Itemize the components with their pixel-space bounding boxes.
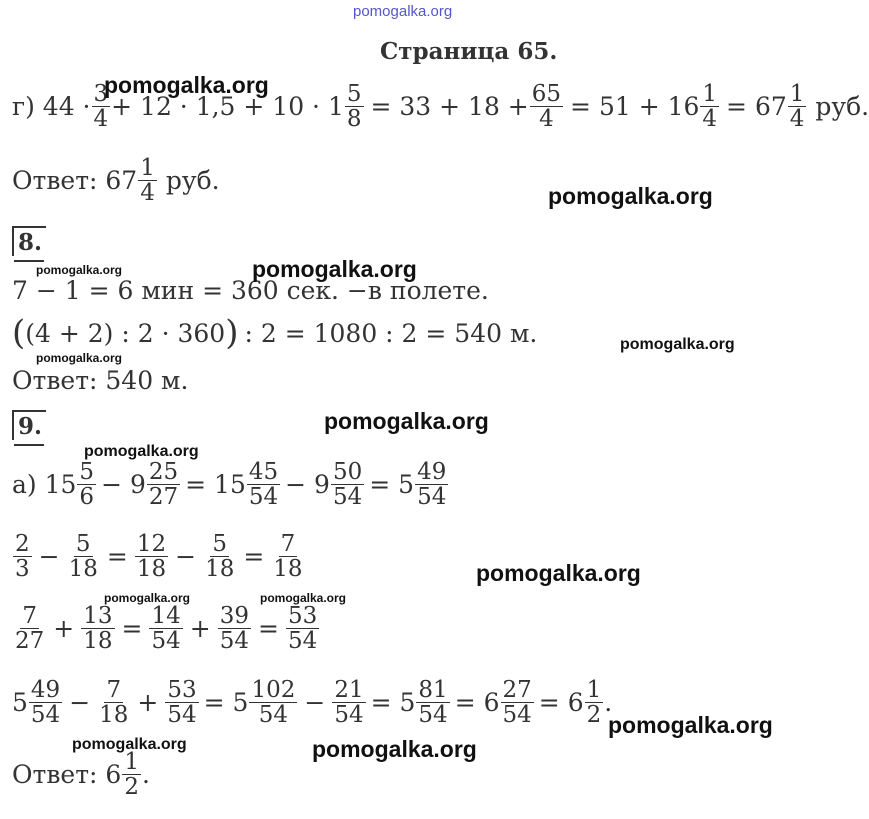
- task9-line-d: [12, 678, 612, 727]
- fraction: $\frac{12}{18}$: [136, 531, 167, 583]
- fraction: $\frac{14}{54}$: [151, 603, 181, 655]
- text: − 9: [285, 470, 330, 500]
- fraction: $\frac{49}{54}$: [417, 459, 447, 511]
- watermark: pomogalka.org: [84, 443, 199, 460]
- watermark: pomogalka.org: [252, 256, 417, 282]
- fraction: $\frac{5}{6}$: [79, 459, 95, 511]
- text: = 5: [370, 688, 416, 718]
- task9-line-b: [12, 532, 306, 581]
- operator: =: [257, 614, 279, 644]
- text: = 33 + 18 +: [370, 92, 529, 122]
- task9-line-a: [12, 460, 449, 509]
- watermark: pomogalka.org: [324, 408, 489, 434]
- answer-g: [12, 156, 220, 205]
- text: = 5: [369, 470, 415, 500]
- text: = 6: [454, 688, 500, 718]
- answer-text: Ответ: 67: [12, 166, 138, 196]
- watermark: pomogalka.org: [548, 183, 713, 209]
- fraction: $\frac{27}{54}$: [502, 677, 532, 729]
- paren: ): [225, 313, 239, 353]
- fraction: $\frac{1}{4}$: [702, 81, 718, 133]
- paren: (: [12, 313, 26, 353]
- fraction: $\frac{49}{54}$: [30, 677, 61, 729]
- watermark: pomogalka.org: [72, 736, 187, 753]
- text: = 51 + 16: [570, 92, 700, 122]
- fraction: $\frac{5}{18}$: [205, 531, 235, 583]
- operator: =: [121, 614, 143, 644]
- fraction: $\frac{1}{4}$: [140, 155, 155, 207]
- fraction: $\frac{102}{54}$: [251, 677, 296, 729]
- watermark: pomogalka.org: [608, 712, 773, 738]
- text: = 15: [185, 470, 246, 500]
- fraction: $\frac{1}{2}$: [586, 677, 602, 729]
- operator: −: [304, 688, 326, 718]
- watermark: pomogalka.org: [36, 263, 123, 277]
- task9-answer: [12, 750, 150, 799]
- task-number-8: 8.: [12, 226, 46, 256]
- fraction: $\frac{5}{8}$: [346, 81, 362, 133]
- answer-text: Ответ: 6: [12, 760, 122, 790]
- fraction: $\frac{25}{27}$: [148, 459, 179, 511]
- fraction: $\frac{2}{3}$: [15, 531, 30, 583]
- task8-line1: 7 − 1 = 6 мин = 360 сек. −в полете.: [12, 276, 489, 305]
- fraction: $\frac{45}{54}$: [248, 459, 279, 511]
- operator: −: [175, 542, 197, 572]
- fraction: $\frac{13}{18}$: [83, 603, 113, 655]
- fraction: $\frac{65}{4}$: [531, 81, 562, 133]
- text: г) 44 ·: [12, 92, 91, 122]
- fraction: $\frac{39}{54}$: [219, 603, 249, 655]
- fraction: $\frac{7}{18}$: [99, 677, 129, 729]
- task8-answer: Ответ: 540 м.: [12, 366, 189, 395]
- fraction: $\frac{50}{54}$: [332, 459, 363, 511]
- operator: +: [189, 614, 211, 644]
- text: а) 15: [12, 470, 77, 500]
- operator: −: [38, 542, 60, 572]
- watermark: pomogalka.org: [104, 591, 191, 605]
- text: руб.: [815, 92, 869, 122]
- fraction: $\frac{81}{54}$: [418, 677, 448, 729]
- text: (4 + 2) : 2 · 360: [25, 318, 226, 348]
- site-header[interactable]: pomogalka.org: [353, 3, 453, 20]
- fraction: $\frac{53}{54}$: [287, 603, 318, 655]
- operator: +: [53, 614, 75, 644]
- fraction: $\frac{1}{2}$: [124, 749, 139, 801]
- fraction: $\frac{21}{54}$: [334, 677, 364, 729]
- watermark: pomogalka.org: [312, 736, 477, 762]
- fraction: $\frac{5}{18}$: [68, 531, 98, 583]
- operator: =: [243, 542, 265, 572]
- task-number-9: 9.: [12, 410, 46, 440]
- operator: =: [106, 542, 128, 572]
- text: .: [141, 760, 150, 790]
- task9-line-c: [12, 604, 320, 653]
- task8-line2: [12, 313, 538, 353]
- text: : 2 = 1080 : 2 = 540 м.: [244, 318, 538, 348]
- text: − 9: [101, 470, 146, 500]
- operator: +: [137, 688, 159, 718]
- watermark: pomogalka.org: [620, 336, 735, 353]
- fraction: $\frac{7}{27}$: [15, 603, 45, 655]
- text: = 5: [203, 688, 249, 718]
- fraction: $\frac{1}{4}$: [789, 81, 805, 133]
- watermark: pomogalka.org: [260, 591, 347, 605]
- answer-unit: руб.: [165, 166, 220, 196]
- watermark: pomogalka.org: [36, 351, 123, 365]
- text: = 6: [538, 688, 584, 718]
- text: + 12 · 1,5 + 10 · 1: [111, 92, 344, 122]
- text: = 67: [726, 92, 787, 122]
- fraction: $\frac{3}{4}$: [93, 81, 109, 133]
- watermark: pomogalka.org: [476, 560, 641, 586]
- text: 5: [12, 688, 28, 718]
- watermark: pomogalka.org: [104, 72, 269, 98]
- text: .: [604, 688, 613, 718]
- fraction: $\frac{53}{54}$: [167, 677, 197, 729]
- page-title: Страница 65.: [380, 38, 558, 65]
- operator: −: [69, 688, 91, 718]
- fraction: $\frac{7}{18}$: [273, 531, 303, 583]
